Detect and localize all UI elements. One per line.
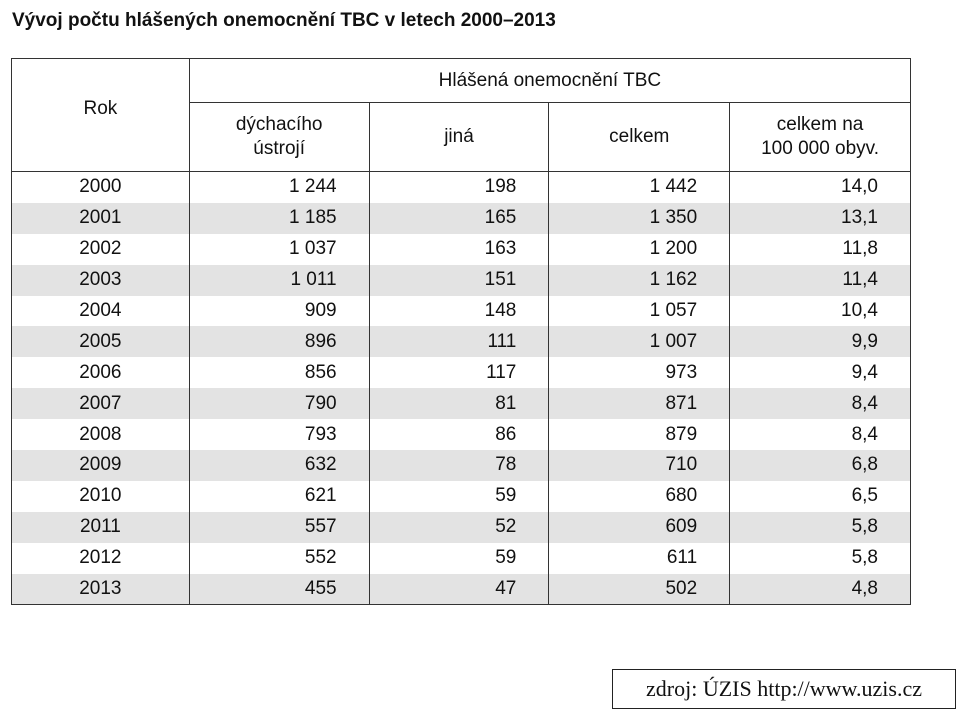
cell-total: 879 [549,419,730,450]
cell-other: 111 [369,326,549,357]
cell-total: 1 162 [549,265,730,296]
table-row [12,296,911,327]
cell-respiratory: 632 [189,450,369,481]
cell-per-100k: 9,9 [730,326,911,357]
cell-year: 2005 [12,326,190,357]
column-header-per-100k [730,103,911,172]
cell-respiratory: 1 244 [189,172,369,203]
cell-total: 1 057 [549,296,730,327]
cell-per-100k: 5,8 [730,512,911,543]
header-line: dýchacího [235,114,323,135]
cell-respiratory: 896 [189,326,369,357]
column-header-respiratory [189,103,369,172]
cell-respiratory: 790 [189,388,369,419]
cell-year: 2001 [12,203,190,234]
column-header-year: Rok [12,59,190,172]
cell-respiratory: 552 [189,543,369,574]
cell-other: 117 [369,357,549,388]
cell-other: 165 [369,203,549,234]
cell-total: 1 350 [549,203,730,234]
cell-respiratory: 557 [189,512,369,543]
tbc-table [11,58,911,605]
cell-other: 151 [369,265,549,296]
cell-other: 59 [369,543,549,574]
cell-year: 2009 [12,450,190,481]
cell-respiratory: 793 [189,419,369,450]
cell-year: 2006 [12,357,190,388]
column-header-total [549,103,730,172]
table-row [12,234,911,265]
table-row [12,419,911,450]
table-row [12,512,911,543]
table-row [12,574,911,605]
cell-total: 1 007 [549,326,730,357]
table-row [12,265,911,296]
cell-per-100k: 14,0 [730,172,911,203]
table-row [12,203,911,234]
cell-per-100k: 9,4 [730,357,911,388]
table-row [12,543,911,574]
cell-respiratory: 856 [189,357,369,388]
cell-per-100k: 4,8 [730,574,911,605]
cell-respiratory: 1 185 [189,203,369,234]
cell-respiratory: 455 [189,574,369,605]
header-line: ústrojí [253,138,306,159]
cell-year: 2013 [12,574,190,605]
cell-year: 2011 [12,512,190,543]
cell-other: 163 [369,234,549,265]
cell-total: 680 [549,481,730,512]
cell-year: 2003 [12,265,190,296]
cell-other: 47 [369,574,549,605]
cell-total: 609 [549,512,730,543]
column-header-other [369,103,549,172]
cell-other: 148 [369,296,549,327]
cell-per-100k: 8,4 [730,388,911,419]
cell-per-100k: 8,4 [730,419,911,450]
cell-total: 710 [549,450,730,481]
cell-total: 871 [549,388,730,419]
cell-per-100k: 6,5 [730,481,911,512]
table-row [12,481,911,512]
cell-year: 2002 [12,234,190,265]
header-line: celkem [609,126,670,147]
cell-year: 2010 [12,481,190,512]
cell-per-100k: 6,8 [730,450,911,481]
cell-total: 1 200 [549,234,730,265]
table-row [12,326,911,357]
cell-other: 198 [369,172,549,203]
cell-respiratory: 621 [189,481,369,512]
table-row [12,450,911,481]
cell-respiratory: 1 037 [189,234,369,265]
cell-total: 973 [549,357,730,388]
column-group-header: Hlášená onemocnění TBC [189,59,910,103]
header-line: 100 000 obyv. [761,138,880,159]
header-line: celkem na [776,114,864,135]
table-row [12,388,911,419]
page-title: Vývoj počtu hlášených onemocnění TBC v letech 2000–2013 [12,10,556,31]
cell-total: 611 [549,543,730,574]
table-row [12,172,911,203]
cell-per-100k: 11,4 [730,265,911,296]
source-note: zdroj: ÚZIS http://www.uzis.cz [612,669,956,709]
cell-other: 78 [369,450,549,481]
cell-total: 1 442 [549,172,730,203]
cell-other: 59 [369,481,549,512]
cell-other: 86 [369,419,549,450]
cell-per-100k: 13,1 [730,203,911,234]
cell-other: 81 [369,388,549,419]
cell-year: 2000 [12,172,190,203]
cell-respiratory: 1 011 [189,265,369,296]
table-body [12,172,911,605]
cell-per-100k: 10,4 [730,296,911,327]
table-row [12,357,911,388]
cell-per-100k: 11,8 [730,234,911,265]
cell-year: 2004 [12,296,190,327]
cell-total: 502 [549,574,730,605]
cell-year: 2007 [12,388,190,419]
cell-respiratory: 909 [189,296,369,327]
cell-year: 2012 [12,543,190,574]
header-line: jiná [444,126,474,147]
cell-year: 2008 [12,419,190,450]
cell-per-100k: 5,8 [730,543,911,574]
cell-other: 52 [369,512,549,543]
